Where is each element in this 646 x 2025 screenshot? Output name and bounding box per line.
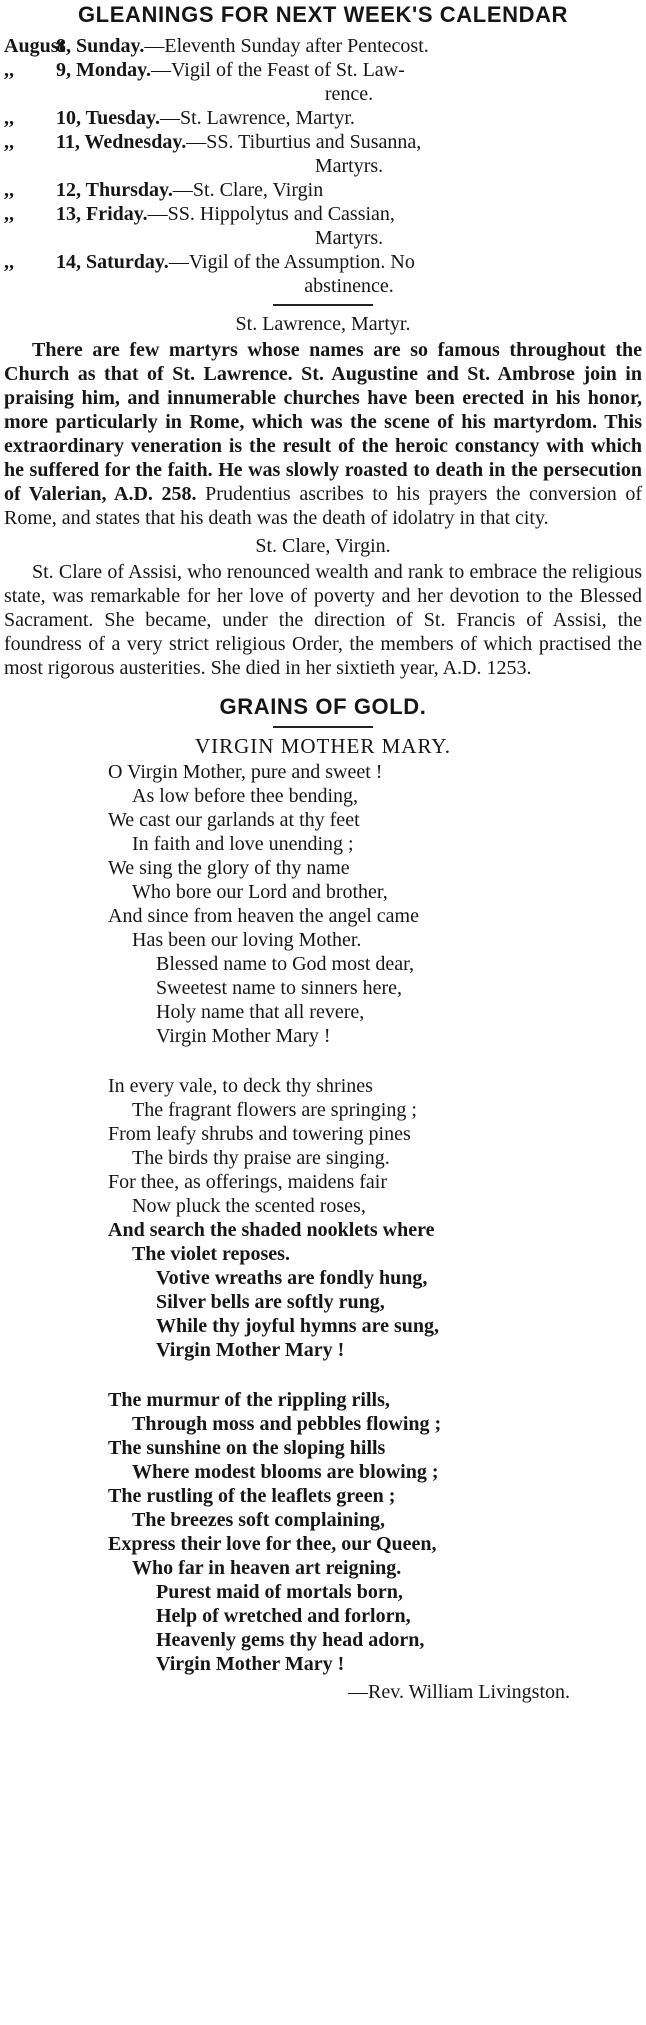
poem-line: In every vale, to deck thy shrines — [108, 1075, 373, 1097]
calendar-ditto: ,, — [4, 179, 14, 201]
poem-line: Silver bells are softly rung, — [156, 1291, 385, 1313]
calendar-ditto: ,, — [4, 107, 14, 129]
calendar-heading: GLEANINGS FOR NEXT WEEK'S CALENDAR — [77, 2, 569, 27]
saint-title: St. Lawrence, Martyr. — [235, 313, 411, 335]
calendar-description-continued: Martyrs. — [314, 227, 384, 249]
calendar-description: —Eleventh Sunday after Pentecost. — [144, 35, 429, 57]
calendar-entry — [4, 106, 642, 130]
calendar-entry — [4, 58, 642, 106]
calendar-entry-text — [56, 202, 642, 250]
poem-line: And search the shaded nooklets where — [108, 1219, 435, 1241]
saint-paragraph-bold: There are few martyrs whose names are so famous throughout the Church as that of St. Lawrence. St. Augustine and St. Ambrose join in praising him, and innumerable churches have been erected in his honor, more particularly in Rome, which was the scene of his martyrdom. This extraordinary veneration is the result of the heroic constancy with which he suffered for the faith. He was slowly roasted to death in the persecution of Valerian, A.D. 258. — [4, 339, 642, 505]
saint-paragraph-plain: St. Clare of Assisi, who renounced wealth and rank to embrace the religious state, was remarkable for her love of poverty and her devotion to the Blessed Sacrament. She became, under the direction of St. Francis of Assisi, the foundress of a very strict religious Order, the members of which practised the most rigorous austerities. She died in her sixtieth year, A.D. 1253. — [4, 561, 642, 679]
poem-line: For thee, as offerings, maidens fair — [108, 1171, 387, 1193]
calendar-entry-text — [56, 250, 642, 298]
calendar-description: —SS. Hippolytus and Cassian, — [147, 203, 395, 225]
calendar-entry — [4, 130, 642, 178]
poem-line: While thy joyful hymns are sung, — [156, 1315, 440, 1337]
poem-line: Who far in heaven art reigning. — [132, 1557, 402, 1579]
poem-line: Purest maid of mortals born, — [156, 1581, 403, 1603]
poem-line: From leafy shrubs and towering pines — [108, 1123, 411, 1145]
poem-line: O Virgin Mother, pure and sweet ! — [108, 761, 383, 783]
calendar-date: 9, Monday. — [56, 59, 152, 81]
poem-line: Express their love for thee, our Queen, — [108, 1533, 437, 1555]
calendar-date: 13, Friday. — [56, 203, 148, 225]
saint-paragraph — [4, 338, 642, 530]
calendar-description: —St. Clare, Virgin — [172, 179, 324, 201]
calendar-date: 11, Wednesday. — [56, 131, 187, 153]
calendar-date: 12, Thursday. — [56, 179, 173, 201]
saint-paragraph — [4, 560, 642, 680]
grains-heading: GRAINS OF GOLD. — [219, 694, 427, 719]
calendar-description-continued: rence. — [324, 83, 374, 105]
poem-line: Votive wreaths are fondly hung, — [156, 1267, 428, 1289]
poem-line: Virgin Mother Mary ! — [156, 1025, 331, 1047]
calendar-ditto: ,, — [4, 59, 14, 81]
poem-line: Holy name that all revere, — [156, 1001, 365, 1023]
poem-line: The fragrant flowers are springing ; — [132, 1099, 417, 1121]
poem-line: We sing the glory of thy name — [108, 857, 350, 879]
calendar-date: 14, Saturday. — [56, 251, 169, 273]
poem-line: The sunshine on the sloping hills — [108, 1437, 386, 1459]
poem-line: Where modest blooms are blowing ; — [132, 1461, 439, 1483]
calendar-entry-text — [56, 106, 642, 130]
poem-line: As low before thee bending, — [132, 785, 359, 807]
poem-line: Sweetest name to sinners here, — [156, 977, 403, 999]
poem-title: VIRGIN MOTHER MARY. — [194, 734, 452, 758]
poem-line: The violet reposes. — [132, 1243, 290, 1265]
poem-line: The birds thy praise are singing. — [132, 1147, 390, 1169]
poem-stanza — [108, 1388, 642, 1676]
calendar-description: —Vigil of the Feast of St. Law- — [151, 59, 405, 81]
poem-line: Virgin Mother Mary ! — [156, 1653, 345, 1675]
calendar-entry-text — [56, 34, 642, 58]
calendar-entry — [4, 202, 642, 250]
poem-stanza — [108, 1074, 642, 1362]
calendar-list — [4, 34, 642, 298]
divider — [273, 726, 373, 728]
calendar-date: 8, Sunday. — [56, 35, 145, 57]
divider — [273, 304, 373, 306]
poem-line: And since from heaven the angel came — [108, 905, 419, 927]
calendar-date: 10, Tuesday. — [56, 107, 160, 129]
calendar-entry-text — [56, 58, 642, 106]
calendar-description: —St. Lawrence, Martyr. — [159, 107, 355, 129]
calendar-entry-text — [56, 130, 642, 178]
saint-title: St. Clare, Virgin. — [255, 535, 391, 557]
poem — [108, 760, 642, 1676]
saint-paragraph-plain: Prudentius ascribes to his prayers the conversion of Rome, and states that his death was the death of idolatry in that city. — [4, 483, 643, 529]
poem-line: Now pluck the scented roses, — [132, 1195, 366, 1217]
poem-line: Who bore our Lord and brother, — [132, 881, 388, 903]
calendar-description-continued: Martyrs. — [314, 155, 384, 177]
calendar-entry — [4, 34, 642, 58]
poem-line: Blessed name to God most dear, — [156, 953, 415, 975]
poem-signature: —Rev. William Livingston. — [348, 1681, 570, 1703]
poem-line: The murmur of the rippling rills, — [108, 1389, 390, 1411]
calendar-ditto: ,, — [4, 131, 14, 153]
poem-line: Has been our loving Mother. — [132, 929, 362, 951]
calendar-ditto: ,, — [4, 251, 14, 273]
calendar-description: —Vigil of the Assumption. No — [168, 251, 415, 273]
poem-stanza — [108, 760, 642, 1048]
poem-line: The breezes soft complaining, — [132, 1509, 385, 1531]
calendar-entry — [4, 250, 642, 298]
poem-line: Virgin Mother Mary ! — [156, 1339, 345, 1361]
calendar-entry — [4, 178, 642, 202]
poem-line: In faith and love unending ; — [132, 833, 354, 855]
calendar-description-continued: abstinence. — [304, 275, 394, 297]
calendar-description: —SS. Tiburtius and Susanna, — [186, 131, 422, 153]
calendar-month: August — [4, 35, 66, 57]
calendar-ditto: ,, — [4, 203, 14, 225]
poem-line: We cast our garlands at thy feet — [108, 809, 360, 831]
poem-line: Help of wretched and forlorn, — [156, 1605, 411, 1627]
poem-line: Heavenly gems thy head adorn, — [156, 1629, 425, 1651]
poem-line: Through moss and pebbles flowing ; — [132, 1413, 442, 1435]
poem-line: The rustling of the leaflets green ; — [108, 1485, 396, 1507]
calendar-entry-text — [56, 178, 642, 202]
